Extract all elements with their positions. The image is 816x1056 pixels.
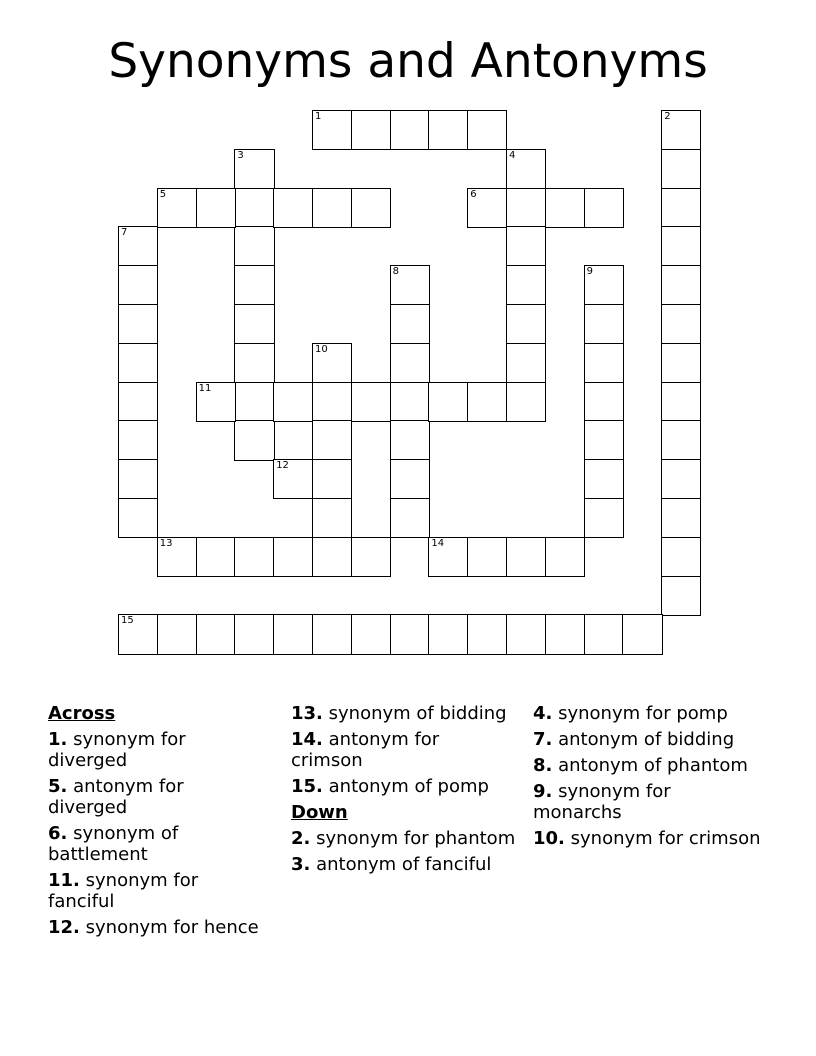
grid-cell[interactable]: [584, 614, 624, 654]
grid-cell[interactable]: [390, 265, 430, 305]
grid-cell[interactable]: [312, 420, 352, 460]
grid-cell[interactable]: [584, 498, 624, 538]
down-heading: Down: [291, 802, 348, 823]
grid-cell[interactable]: [351, 614, 391, 654]
grid-cell[interactable]: [196, 537, 236, 577]
grid-cell[interactable]: [234, 420, 274, 460]
grid-cell[interactable]: [312, 188, 352, 228]
grid-cell[interactable]: [234, 537, 274, 577]
grid-cell[interactable]: [467, 614, 507, 654]
grid-cell[interactable]: [390, 420, 430, 460]
grid-cell[interactable]: [273, 614, 313, 654]
clue-number: 6: [470, 188, 477, 200]
grid-cell[interactable]: [157, 537, 197, 577]
grid-cell[interactable]: [390, 498, 430, 538]
clue-across-5: 5. antonym for diverged: [48, 776, 184, 818]
clue-down-10: 10. synonym for crimson: [533, 828, 761, 849]
grid-cell[interactable]: [118, 498, 158, 538]
grid-cell[interactable]: [234, 149, 274, 189]
grid-cell[interactable]: [234, 343, 274, 383]
grid-cell[interactable]: [390, 459, 430, 499]
grid-cell[interactable]: [234, 265, 274, 305]
grid-cell[interactable]: [661, 188, 701, 228]
clues-column-3: [533, 703, 763, 854]
clue-down-2: 2. synonym for phantom: [291, 828, 516, 849]
grid-cell[interactable]: [506, 149, 546, 189]
grid-cell[interactable]: [467, 537, 507, 577]
clue-number: 10: [315, 343, 328, 355]
grid-cell[interactable]: [428, 614, 468, 654]
grid-cell[interactable]: [661, 149, 701, 189]
grid-cell[interactable]: [273, 382, 313, 422]
grid-cell[interactable]: [118, 304, 158, 344]
clues-column-1: [48, 703, 268, 943]
grid-cell[interactable]: [118, 343, 158, 383]
grid-cell[interactable]: [428, 382, 468, 422]
grid-cell[interactable]: [584, 265, 624, 305]
grid-cell[interactable]: [312, 343, 352, 383]
clue-across-1: 1. synonym for diverged: [48, 729, 186, 771]
grid-cell[interactable]: [584, 188, 624, 228]
grid-cell[interactable]: [545, 537, 585, 577]
grid-cell[interactable]: [506, 614, 546, 654]
grid-cell[interactable]: [661, 459, 701, 499]
clue-number: 7: [121, 227, 128, 239]
grid-cell[interactable]: [351, 382, 391, 422]
clue-down-9: 9. synonym for monarchs: [533, 781, 671, 823]
grid-cell[interactable]: [661, 265, 701, 305]
grid-cell[interactable]: [118, 382, 158, 422]
grid-cell[interactable]: [157, 614, 197, 654]
grid-cell[interactable]: [390, 343, 430, 383]
clue-number: 14: [431, 537, 445, 549]
grid-cell[interactable]: [622, 614, 662, 654]
clue-number: 4: [509, 149, 516, 161]
clue-across-14: 14. antonym for crimson: [291, 729, 440, 771]
grid-cell[interactable]: [234, 188, 274, 228]
grid-cell[interactable]: [312, 614, 352, 654]
grid-cell[interactable]: [584, 459, 624, 499]
grid-cell[interactable]: [312, 110, 352, 150]
grid-cell[interactable]: [506, 304, 546, 344]
clue-number: 3: [237, 149, 244, 161]
grid-cell[interactable]: [506, 265, 546, 305]
grid-cell[interactable]: [118, 614, 158, 654]
grid-cell[interactable]: [351, 188, 391, 228]
clue-across-15: 15. antonym of pomp: [291, 776, 489, 797]
grid-cell[interactable]: [661, 382, 701, 422]
clue-number: 15: [121, 615, 134, 627]
grid-cell[interactable]: [273, 459, 313, 499]
grid-cell[interactable]: [273, 537, 313, 577]
page-title: Synonyms and Antonyms: [108, 34, 708, 89]
grid-cell[interactable]: [390, 110, 430, 150]
grid-cell[interactable]: [118, 226, 158, 266]
grid-cell[interactable]: [196, 614, 236, 654]
grid-cell[interactable]: [661, 226, 701, 266]
clue-number: 5: [159, 188, 167, 200]
grid-cell[interactable]: [390, 614, 430, 654]
grid-cell[interactable]: [506, 537, 546, 577]
clue-across-13: 13. synonym of bidding: [291, 703, 507, 724]
grid-cell[interactable]: [196, 382, 236, 422]
grid-cell[interactable]: [234, 382, 274, 422]
grid-cell[interactable]: [661, 420, 701, 460]
grid-cell[interactable]: [234, 226, 274, 266]
grid-cell[interactable]: [312, 498, 352, 538]
clue-number: 9: [586, 266, 593, 278]
clue-down-7: 7. antonym of bidding: [533, 729, 735, 750]
grid-cell[interactable]: [467, 110, 507, 150]
grid-cell[interactable]: [234, 614, 274, 654]
grid-cell[interactable]: [545, 188, 585, 228]
clue-number: 12: [276, 460, 289, 472]
grid-cell[interactable]: [273, 188, 313, 228]
grid-cell[interactable]: [661, 304, 701, 344]
grid-cell[interactable]: [118, 265, 158, 305]
grid-cell[interactable]: [506, 226, 546, 266]
clues-column-2: [291, 703, 516, 880]
grid-cell[interactable]: [428, 110, 468, 150]
clue-number: 2: [664, 111, 671, 122]
clue-down-3: 3. antonym of fanciful: [291, 854, 492, 875]
clue-across-11: 11. synonym for fanciful: [48, 870, 199, 912]
grid-cell[interactable]: [390, 304, 430, 344]
grid-cell[interactable]: [312, 537, 352, 577]
grid-cell[interactable]: [661, 343, 701, 383]
across-heading: Across: [48, 703, 116, 724]
clue-number: 1: [315, 111, 322, 122]
grid-cell[interactable]: [661, 110, 701, 150]
grid-cell[interactable]: [118, 459, 158, 499]
grid-cell[interactable]: [584, 382, 624, 422]
grid-cell[interactable]: [467, 382, 507, 422]
grid-cell[interactable]: [428, 537, 468, 577]
grid-cell[interactable]: [661, 576, 701, 616]
grid-cell[interactable]: [506, 382, 546, 422]
clue-across-12: 12. synonym for hence: [48, 917, 259, 938]
grid-cell[interactable]: [584, 304, 624, 344]
clue-number: 8: [392, 266, 399, 278]
clue-number: 11: [198, 382, 212, 394]
grid-cell[interactable]: [234, 304, 274, 344]
grid-cell[interactable]: [661, 537, 701, 577]
grid-cell[interactable]: [312, 382, 352, 422]
grid-cell[interactable]: [545, 614, 585, 654]
grid-cell[interactable]: [506, 343, 546, 383]
grid-cell[interactable]: [661, 498, 701, 538]
grid-cell[interactable]: [118, 420, 158, 460]
clue-down-4: 4. synonym for pomp: [533, 703, 728, 724]
grid-cell[interactable]: [584, 420, 624, 460]
grid-cell[interactable]: [467, 188, 507, 228]
grid-cell[interactable]: [351, 110, 391, 150]
grid-cell[interactable]: [584, 343, 624, 383]
grid-cell[interactable]: [506, 188, 546, 228]
clue-across-6: 6. synonym of battlement: [48, 823, 179, 865]
clue-down-8: 8. antonym of phantom: [533, 755, 748, 776]
grid-cell[interactable]: [312, 459, 352, 499]
grid-cell[interactable]: [196, 188, 236, 228]
grid-cell[interactable]: [351, 537, 391, 577]
clue-number: 13: [159, 537, 173, 549]
grid-cell[interactable]: [390, 382, 430, 422]
grid-cell[interactable]: [157, 188, 197, 228]
